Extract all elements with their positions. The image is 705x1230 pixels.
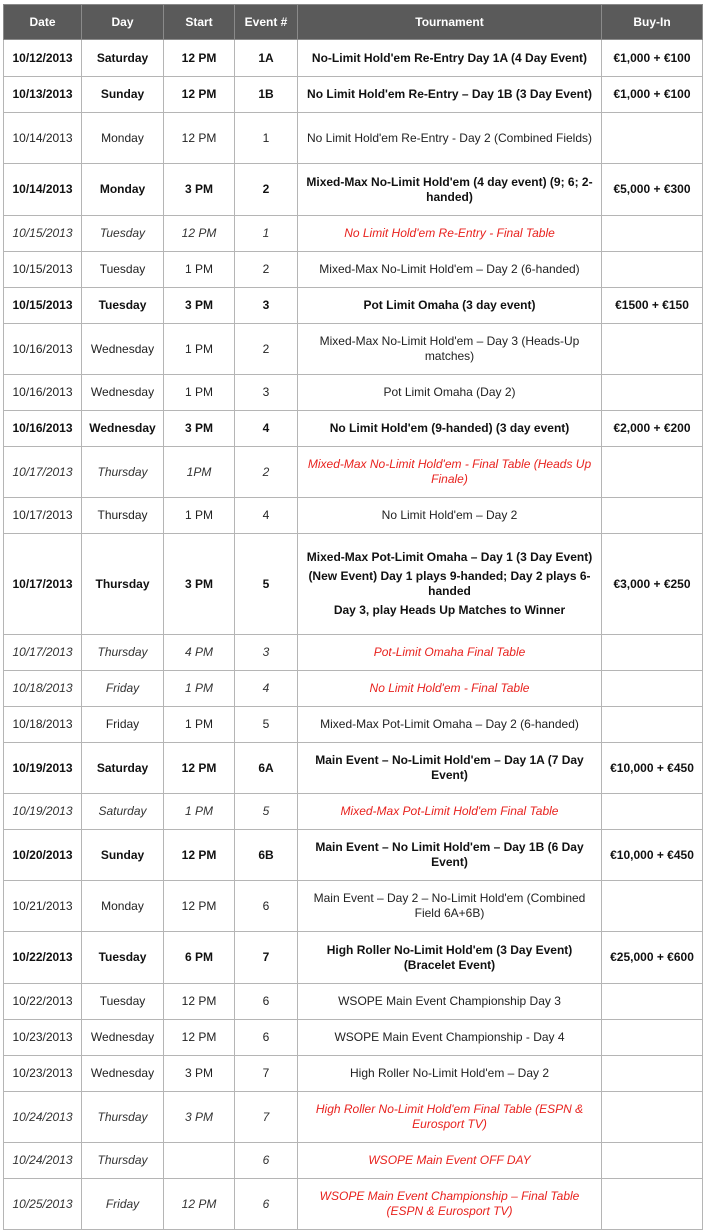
cell-tournament: Pot Limit Omaha (Day 2) bbox=[298, 375, 602, 411]
schedule-table bbox=[3, 4, 703, 1230]
table-row bbox=[4, 794, 703, 830]
cell-event: 5 bbox=[235, 534, 298, 635]
table-row bbox=[4, 1020, 703, 1056]
cell-tournament: Mixed-Max No-Limit Hold'em - Final Table (Heads Up Finale) bbox=[298, 447, 602, 498]
table-row bbox=[4, 411, 703, 447]
cell-day: Tuesday bbox=[82, 288, 164, 324]
cell-tournament: No Limit Hold'em Re-Entry - Day 2 (Combined Fields) bbox=[298, 113, 602, 164]
cell-tournament: High Roller No-Limit Hold'em – Day 2 bbox=[298, 1056, 602, 1092]
table-row bbox=[4, 375, 703, 411]
cell-event: 6 bbox=[235, 881, 298, 932]
cell-tournament: WSOPE Main Event Championship - Day 4 bbox=[298, 1020, 602, 1056]
cell-date: 10/16/2013 bbox=[4, 324, 82, 375]
cell-buyin: €10,000 + €450 bbox=[602, 830, 703, 881]
cell-tournament: No Limit Hold'em Re-Entry - Final Table bbox=[298, 216, 602, 252]
table-row bbox=[4, 830, 703, 881]
cell-tournament: No Limit Hold'em Re-Entry – Day 1B (3 Day Event) bbox=[298, 77, 602, 113]
cell-tournament: High Roller No-Limit Hold'em (3 Day Event) (Bracelet Event) bbox=[298, 932, 602, 984]
cell-tournament bbox=[298, 534, 602, 635]
cell-day: Thursday bbox=[82, 1092, 164, 1143]
cell-date: 10/15/2013 bbox=[4, 216, 82, 252]
cell-start: 12 PM bbox=[164, 984, 235, 1020]
cell-event: 6 bbox=[235, 1020, 298, 1056]
cell-start: 12 PM bbox=[164, 1020, 235, 1056]
cell-event: 6 bbox=[235, 1143, 298, 1179]
cell-date: 10/20/2013 bbox=[4, 830, 82, 881]
cell-day: Saturday bbox=[82, 743, 164, 794]
table-row bbox=[4, 984, 703, 1020]
cell-date: 10/24/2013 bbox=[4, 1143, 82, 1179]
cell-day: Wednesday bbox=[82, 1020, 164, 1056]
cell-day: Saturday bbox=[82, 40, 164, 77]
cell-tournament: No Limit Hold'em - Final Table bbox=[298, 671, 602, 707]
cell-tournament: No Limit Hold'em (9-handed) (3 day event) bbox=[298, 411, 602, 447]
header-buyin: Buy-In bbox=[602, 5, 703, 40]
cell-buyin bbox=[602, 1143, 703, 1179]
cell-buyin bbox=[602, 707, 703, 743]
cell-day: Tuesday bbox=[82, 216, 164, 252]
cell-day: Monday bbox=[82, 881, 164, 932]
table-row bbox=[4, 1056, 703, 1092]
cell-date: 10/22/2013 bbox=[4, 932, 82, 984]
cell-date: 10/19/2013 bbox=[4, 743, 82, 794]
cell-date: 10/23/2013 bbox=[4, 1056, 82, 1092]
cell-event: 2 bbox=[235, 447, 298, 498]
cell-tournament: Mixed-Max No-Limit Hold'em (4 day event) (9; 6; 2-handed) bbox=[298, 164, 602, 216]
table-row bbox=[4, 113, 703, 164]
cell-date: 10/17/2013 bbox=[4, 498, 82, 534]
cell-date: 10/23/2013 bbox=[4, 1020, 82, 1056]
cell-date: 10/12/2013 bbox=[4, 40, 82, 77]
cell-start: 4 PM bbox=[164, 635, 235, 671]
cell-start: 1 PM bbox=[164, 375, 235, 411]
cell-date: 10/17/2013 bbox=[4, 534, 82, 635]
cell-start bbox=[164, 1143, 235, 1179]
cell-event: 6A bbox=[235, 743, 298, 794]
cell-day: Thursday bbox=[82, 635, 164, 671]
cell-event: 2 bbox=[235, 164, 298, 216]
cell-buyin: €1,000 + €100 bbox=[602, 40, 703, 77]
cell-day: Wednesday bbox=[82, 375, 164, 411]
cell-date: 10/13/2013 bbox=[4, 77, 82, 113]
table-row bbox=[4, 498, 703, 534]
cell-day: Monday bbox=[82, 164, 164, 216]
cell-event: 1B bbox=[235, 77, 298, 113]
cell-buyin bbox=[602, 881, 703, 932]
cell-start: 3 PM bbox=[164, 164, 235, 216]
cell-date: 10/21/2013 bbox=[4, 881, 82, 932]
table-row bbox=[4, 534, 703, 635]
cell-date: 10/14/2013 bbox=[4, 164, 82, 216]
cell-buyin bbox=[602, 216, 703, 252]
cell-date: 10/18/2013 bbox=[4, 671, 82, 707]
cell-tournament: Mixed-Max No-Limit Hold'em – Day 3 (Heads-Up matches) bbox=[298, 324, 602, 375]
cell-tournament: Main Event – No-Limit Hold'em – Day 1A (7 Day Event) bbox=[298, 743, 602, 794]
cell-tournament: Mixed-Max No-Limit Hold'em – Day 2 (6-handed) bbox=[298, 252, 602, 288]
cell-tournament: No Limit Hold'em – Day 2 bbox=[298, 498, 602, 534]
table-row bbox=[4, 252, 703, 288]
cell-day: Sunday bbox=[82, 830, 164, 881]
cell-tournament: WSOPE Main Event OFF DAY bbox=[298, 1143, 602, 1179]
cell-date: 10/15/2013 bbox=[4, 288, 82, 324]
cell-tournament: WSOPE Main Event Championship – Final Table (ESPN & Eurosport TV) bbox=[298, 1179, 602, 1230]
cell-date: 10/16/2013 bbox=[4, 375, 82, 411]
table-row bbox=[4, 635, 703, 671]
cell-day: Thursday bbox=[82, 447, 164, 498]
table-row bbox=[4, 216, 703, 252]
cell-date: 10/14/2013 bbox=[4, 113, 82, 164]
tournament-line: (New Event) Day 1 plays 9-handed; Day 2 plays 6-handed bbox=[308, 569, 591, 598]
cell-event: 2 bbox=[235, 252, 298, 288]
cell-buyin: €3,000 + €250 bbox=[602, 534, 703, 635]
cell-start: 12 PM bbox=[164, 881, 235, 932]
cell-date: 10/25/2013 bbox=[4, 1179, 82, 1230]
cell-tournament: Mixed-Max Pot-Limit Omaha – Day 2 (6-handed) bbox=[298, 707, 602, 743]
cell-day: Wednesday bbox=[82, 411, 164, 447]
cell-event: 5 bbox=[235, 707, 298, 743]
table-row bbox=[4, 288, 703, 324]
cell-start: 3 PM bbox=[164, 288, 235, 324]
cell-buyin bbox=[602, 635, 703, 671]
cell-day: Wednesday bbox=[82, 324, 164, 375]
cell-buyin: €2,000 + €200 bbox=[602, 411, 703, 447]
cell-start: 12 PM bbox=[164, 40, 235, 77]
cell-day: Thursday bbox=[82, 1143, 164, 1179]
cell-start: 6 PM bbox=[164, 932, 235, 984]
cell-tournament: Mixed-Max Pot-Limit Hold'em Final Table bbox=[298, 794, 602, 830]
header-start: Start bbox=[164, 5, 235, 40]
cell-buyin bbox=[602, 324, 703, 375]
table-row bbox=[4, 671, 703, 707]
cell-start: 12 PM bbox=[164, 216, 235, 252]
cell-event: 6B bbox=[235, 830, 298, 881]
cell-start: 1 PM bbox=[164, 707, 235, 743]
cell-start: 12 PM bbox=[164, 1179, 235, 1230]
cell-day: Friday bbox=[82, 671, 164, 707]
cell-event: 4 bbox=[235, 671, 298, 707]
cell-day: Monday bbox=[82, 113, 164, 164]
cell-buyin bbox=[602, 375, 703, 411]
header-row bbox=[4, 5, 703, 40]
cell-start: 1 PM bbox=[164, 324, 235, 375]
cell-tournament: Main Event – Day 2 – No-Limit Hold'em (Combined Field 6A+6B) bbox=[298, 881, 602, 932]
cell-buyin: €1500 + €150 bbox=[602, 288, 703, 324]
cell-start: 3 PM bbox=[164, 534, 235, 635]
table-row bbox=[4, 1143, 703, 1179]
cell-tournament: WSOPE Main Event Championship Day 3 bbox=[298, 984, 602, 1020]
table-row bbox=[4, 707, 703, 743]
cell-event: 3 bbox=[235, 288, 298, 324]
cell-start: 3 PM bbox=[164, 411, 235, 447]
cell-buyin bbox=[602, 1020, 703, 1056]
cell-buyin: €5,000 + €300 bbox=[602, 164, 703, 216]
cell-tournament: Main Event – No Limit Hold'em – Day 1B (6 Day Event) bbox=[298, 830, 602, 881]
cell-buyin bbox=[602, 1179, 703, 1230]
cell-tournament: No-Limit Hold'em Re-Entry Day 1A (4 Day Event) bbox=[298, 40, 602, 77]
table-row bbox=[4, 743, 703, 794]
cell-start: 12 PM bbox=[164, 830, 235, 881]
tournament-line: Day 3, play Heads Up Matches to Winner bbox=[333, 603, 566, 617]
cell-buyin: €1,000 + €100 bbox=[602, 77, 703, 113]
cell-buyin bbox=[602, 671, 703, 707]
cell-tournament: Pot-Limit Omaha Final Table bbox=[298, 635, 602, 671]
table-row bbox=[4, 447, 703, 498]
header-date: Date bbox=[4, 5, 82, 40]
cell-event: 7 bbox=[235, 1056, 298, 1092]
cell-buyin bbox=[602, 984, 703, 1020]
table-row bbox=[4, 1179, 703, 1230]
cell-event: 6 bbox=[235, 984, 298, 1020]
cell-date: 10/17/2013 bbox=[4, 447, 82, 498]
cell-buyin bbox=[602, 1056, 703, 1092]
table-row bbox=[4, 77, 703, 113]
cell-buyin bbox=[602, 113, 703, 164]
cell-buyin: €25,000 + €600 bbox=[602, 932, 703, 984]
cell-buyin: €10,000 + €450 bbox=[602, 743, 703, 794]
cell-start: 1 PM bbox=[164, 794, 235, 830]
cell-event: 1 bbox=[235, 216, 298, 252]
table-row bbox=[4, 881, 703, 932]
cell-day: Tuesday bbox=[82, 932, 164, 984]
table-row bbox=[4, 932, 703, 984]
cell-date: 10/16/2013 bbox=[4, 411, 82, 447]
cell-day: Wednesday bbox=[82, 1056, 164, 1092]
cell-day: Saturday bbox=[82, 794, 164, 830]
cell-event: 6 bbox=[235, 1179, 298, 1230]
cell-buyin bbox=[602, 252, 703, 288]
cell-date: 10/24/2013 bbox=[4, 1092, 82, 1143]
cell-event: 4 bbox=[235, 498, 298, 534]
cell-tournament: High Roller No-Limit Hold'em Final Table (ESPN & Eurosport TV) bbox=[298, 1092, 602, 1143]
header-event: Event # bbox=[235, 5, 298, 40]
cell-day: Thursday bbox=[82, 534, 164, 635]
cell-event: 1A bbox=[235, 40, 298, 77]
cell-day: Thursday bbox=[82, 498, 164, 534]
cell-date: 10/15/2013 bbox=[4, 252, 82, 288]
cell-start: 1PM bbox=[164, 447, 235, 498]
cell-start: 12 PM bbox=[164, 743, 235, 794]
cell-start: 1 PM bbox=[164, 671, 235, 707]
cell-event: 7 bbox=[235, 1092, 298, 1143]
cell-event: 2 bbox=[235, 324, 298, 375]
cell-day: Friday bbox=[82, 707, 164, 743]
cell-date: 10/17/2013 bbox=[4, 635, 82, 671]
table-row bbox=[4, 40, 703, 77]
cell-day: Sunday bbox=[82, 77, 164, 113]
table-row bbox=[4, 1092, 703, 1143]
cell-event: 3 bbox=[235, 375, 298, 411]
tournament-line: Mixed-Max Pot-Limit Omaha – Day 1 (3 Day Event) bbox=[306, 550, 593, 564]
cell-event: 1 bbox=[235, 113, 298, 164]
cell-date: 10/19/2013 bbox=[4, 794, 82, 830]
cell-start: 1 PM bbox=[164, 252, 235, 288]
cell-start: 3 PM bbox=[164, 1056, 235, 1092]
cell-date: 10/18/2013 bbox=[4, 707, 82, 743]
cell-buyin bbox=[602, 498, 703, 534]
cell-buyin bbox=[602, 794, 703, 830]
table-row bbox=[4, 324, 703, 375]
cell-start: 12 PM bbox=[164, 113, 235, 164]
cell-event: 5 bbox=[235, 794, 298, 830]
cell-start: 12 PM bbox=[164, 77, 235, 113]
cell-buyin bbox=[602, 1092, 703, 1143]
header-tournament: Tournament bbox=[298, 5, 602, 40]
cell-event: 7 bbox=[235, 932, 298, 984]
cell-tournament: Pot Limit Omaha (3 day event) bbox=[298, 288, 602, 324]
header-day: Day bbox=[82, 5, 164, 40]
cell-start: 3 PM bbox=[164, 1092, 235, 1143]
cell-event: 3 bbox=[235, 635, 298, 671]
cell-event: 4 bbox=[235, 411, 298, 447]
cell-buyin bbox=[602, 447, 703, 498]
cell-day: Tuesday bbox=[82, 252, 164, 288]
cell-day: Friday bbox=[82, 1179, 164, 1230]
cell-start: 1 PM bbox=[164, 498, 235, 534]
cell-date: 10/22/2013 bbox=[4, 984, 82, 1020]
cell-day: Tuesday bbox=[82, 984, 164, 1020]
table-row bbox=[4, 164, 703, 216]
